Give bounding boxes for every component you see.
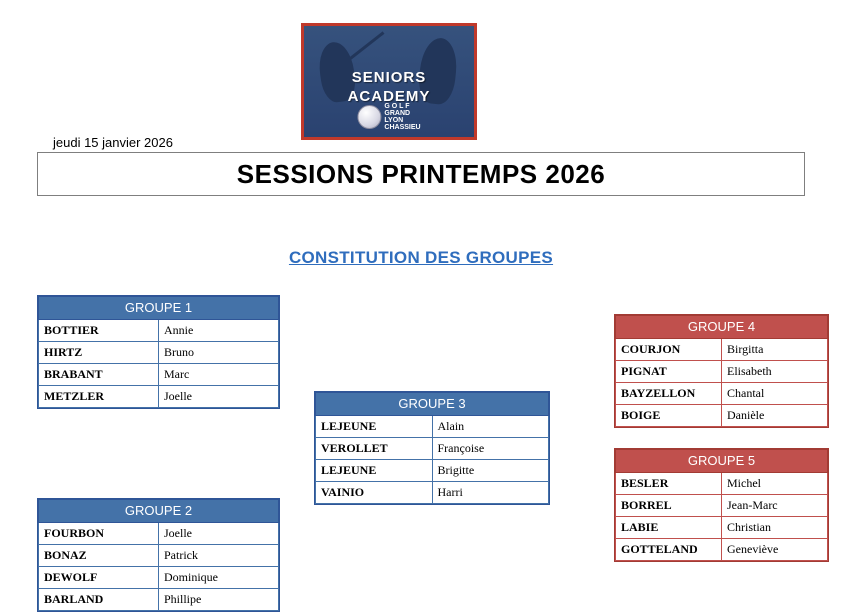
player-first-name: Dominique [159, 567, 279, 589]
table-row [316, 416, 549, 438]
logo-background [304, 26, 474, 137]
page-title [37, 152, 805, 196]
player-first-name: Joelle [159, 523, 279, 545]
player-last-name: BAYZELLON [616, 383, 722, 405]
player-first-name: Christian [722, 517, 828, 539]
player-first-name: Michel [722, 473, 828, 495]
table-row [39, 364, 279, 386]
player-first-name: Bruno [159, 342, 279, 364]
table-row [316, 438, 549, 460]
group-header-row [39, 297, 279, 320]
player-last-name: LEJEUNE [316, 460, 433, 482]
logo-title-line1: SENIORS [351, 69, 427, 86]
table-row [616, 383, 828, 405]
page-subtitle: CONSTITUTION DES GROUPES [288, 248, 554, 267]
table-row [39, 567, 279, 589]
player-last-name: BOIGE [616, 405, 722, 427]
table-row [39, 589, 279, 611]
logo-title-line2: ACADEMY [347, 88, 431, 105]
group-title: GROUPE 4 [616, 316, 828, 339]
group-table [615, 315, 828, 427]
table-row [616, 339, 828, 361]
player-first-name: Harri [432, 482, 549, 504]
player-first-name: Elisabeth [722, 361, 828, 383]
table-row [39, 545, 279, 567]
player-last-name: BESLER [616, 473, 722, 495]
player-last-name: LEJEUNE [316, 416, 433, 438]
table-row [39, 342, 279, 364]
player-last-name: BARLAND [39, 589, 159, 611]
group-header-row [616, 316, 828, 339]
player-last-name: VAINIO [316, 482, 433, 504]
player-last-name: LABIE [616, 517, 722, 539]
group-title: GROUPE 2 [39, 500, 279, 523]
player-last-name: FOURBON [39, 523, 159, 545]
player-first-name: Danièle [722, 405, 828, 427]
club-badge [357, 103, 420, 131]
group-table [38, 499, 279, 611]
group-header-row [39, 500, 279, 523]
golf-club-icon [350, 31, 385, 59]
player-first-name: Geneviève [722, 539, 828, 561]
club-badge-line3: LYON [384, 117, 404, 124]
player-last-name: GOTTELAND [616, 539, 722, 561]
player-first-name: Françoise [432, 438, 549, 460]
page-title-text: SESSIONS PRINTEMPS 2026 [236, 158, 606, 189]
table-row [616, 495, 828, 517]
group-title: GROUPE 5 [616, 450, 828, 473]
player-last-name: PIGNAT [616, 361, 722, 383]
group-table-3 [314, 391, 550, 505]
table-row [616, 361, 828, 383]
group-table [315, 392, 549, 504]
player-last-name: BRABANT [39, 364, 159, 386]
player-last-name: VEROLLET [316, 438, 433, 460]
player-last-name: METZLER [39, 386, 159, 408]
group-table [615, 449, 828, 561]
table-row [616, 405, 828, 427]
table-row [39, 386, 279, 408]
group-title: GROUPE 1 [39, 297, 279, 320]
group-table-2 [37, 498, 280, 612]
player-first-name: Patrick [159, 545, 279, 567]
table-row [616, 473, 828, 495]
table-row [316, 460, 549, 482]
club-badge-text [384, 103, 420, 131]
player-first-name: Alain [432, 416, 549, 438]
player-last-name: BONAZ [39, 545, 159, 567]
player-last-name: DEWOLF [39, 567, 159, 589]
player-last-name: BOTTIER [39, 320, 159, 342]
table-row [39, 320, 279, 342]
player-last-name: COURJON [616, 339, 722, 361]
player-first-name: Joelle [159, 386, 279, 408]
table-row [616, 539, 828, 561]
table-row [316, 482, 549, 504]
player-first-name: Jean-Marc [722, 495, 828, 517]
group-table-5 [614, 448, 829, 562]
group-title: GROUPE 3 [316, 393, 549, 416]
player-first-name: Birgitta [722, 339, 828, 361]
group-table [38, 296, 279, 408]
group-table-1 [37, 295, 280, 409]
club-badge-line2: GRAND [384, 110, 411, 117]
club-badge-line1: G O L F [384, 103, 410, 110]
document-date: jeudi 15 janvier 2026 [53, 135, 173, 150]
player-first-name: Annie [159, 320, 279, 342]
table-row [616, 517, 828, 539]
golf-ball-icon [357, 105, 381, 129]
group-header-row [316, 393, 549, 416]
club-badge-line4: CHASSIEU [384, 124, 421, 131]
table-row [39, 523, 279, 545]
seniors-academy-logo [301, 23, 477, 140]
player-first-name: Phillipe [159, 589, 279, 611]
player-first-name: Marc [159, 364, 279, 386]
player-last-name: HIRTZ [39, 342, 159, 364]
player-first-name: Brigitte [432, 460, 549, 482]
player-last-name: BORREL [616, 495, 722, 517]
logo-title [304, 68, 474, 106]
player-first-name: Chantal [722, 383, 828, 405]
group-table-4 [614, 314, 829, 428]
group-header-row [616, 450, 828, 473]
